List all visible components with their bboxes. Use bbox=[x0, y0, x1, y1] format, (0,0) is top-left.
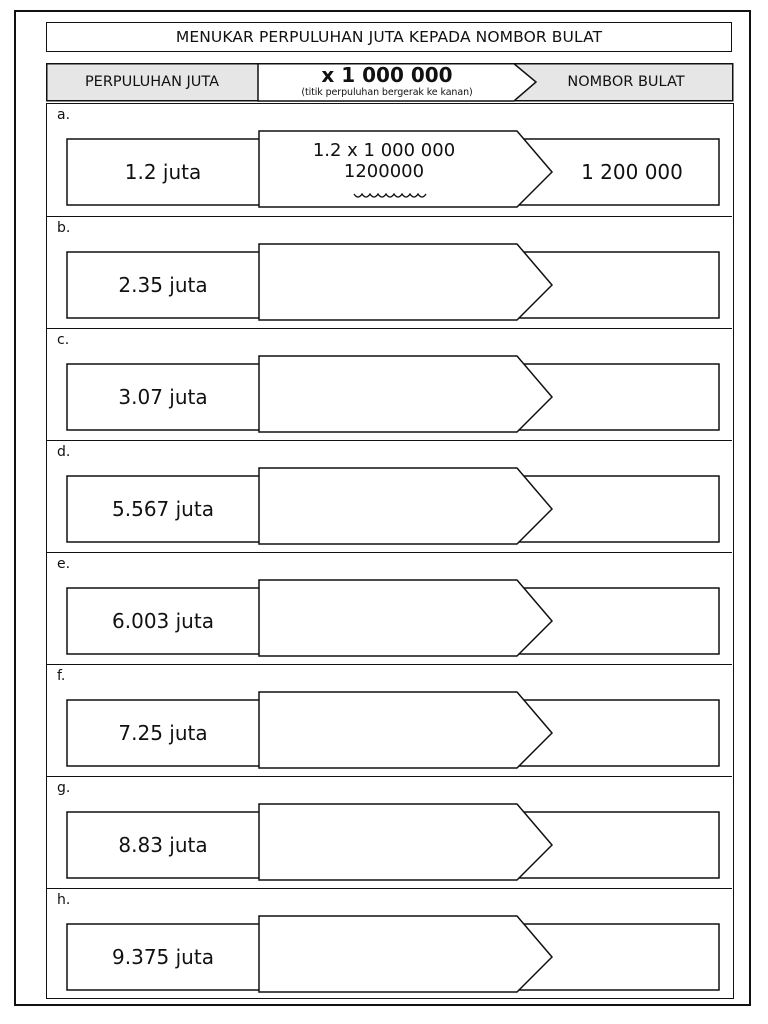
row-letter: a. bbox=[57, 107, 71, 123]
row-answer-blank[interactable] bbox=[547, 588, 717, 654]
exercise-row-b bbox=[47, 216, 732, 329]
row-letter: g. bbox=[57, 780, 71, 796]
row-letter: b. bbox=[57, 220, 71, 236]
row-working-line1: 1.2 x 1 000 000 bbox=[312, 140, 456, 161]
exercise-row-a bbox=[47, 104, 732, 216]
exercise-row-c bbox=[47, 328, 732, 441]
row-answer-blank[interactable] bbox=[547, 476, 717, 542]
row-answer-blank[interactable] bbox=[547, 924, 717, 990]
exercise-row-h bbox=[47, 888, 732, 1001]
row-working-line2: 1200000 bbox=[343, 161, 425, 182]
row-value: 6.003 juta bbox=[112, 609, 214, 633]
row-answer-blank[interactable] bbox=[547, 364, 717, 430]
worksheet-title: MENUKAR PERPULUHAN JUTA KEPADA NOMBOR BULAT bbox=[46, 22, 732, 52]
row-letter: c. bbox=[57, 332, 70, 348]
row-working bbox=[259, 140, 509, 182]
header-multiplier-main: x 1 000 000 bbox=[321, 63, 453, 87]
row-letter: e. bbox=[57, 556, 71, 572]
row-answer-blank[interactable] bbox=[547, 252, 717, 318]
header-multiplier-note: (titik perpuluhan bergerak ke kanan) bbox=[301, 87, 473, 98]
row-letter: d. bbox=[57, 444, 71, 460]
row-value: 5.567 juta bbox=[112, 497, 214, 521]
row-value: 2.35 juta bbox=[118, 273, 208, 297]
row-answer-blank[interactable] bbox=[547, 700, 717, 766]
row-value: 9.375 juta bbox=[112, 945, 214, 969]
header-multiplier bbox=[258, 63, 516, 101]
header-whole-number: NOMBOR BULAT bbox=[567, 74, 685, 90]
column-header bbox=[46, 63, 734, 103]
row-value: 3.07 juta bbox=[118, 385, 208, 409]
row-value: 8.83 juta bbox=[118, 833, 208, 857]
row-value: 7.25 juta bbox=[118, 721, 208, 745]
exercise-row-e bbox=[47, 552, 732, 665]
exercise-rows bbox=[46, 103, 734, 999]
row-answer: 1 200 000 bbox=[581, 160, 683, 184]
header-decimal-million: PERPULUHAN JUTA bbox=[84, 74, 220, 90]
exercise-row-f bbox=[47, 664, 732, 777]
row-letter: h. bbox=[57, 892, 71, 908]
row-answer-blank[interactable] bbox=[547, 812, 717, 878]
row-letter: f. bbox=[57, 668, 66, 684]
exercise-row-g bbox=[47, 776, 732, 889]
row-value: 1.2 juta bbox=[124, 160, 202, 184]
exercise-row-d bbox=[47, 440, 732, 553]
